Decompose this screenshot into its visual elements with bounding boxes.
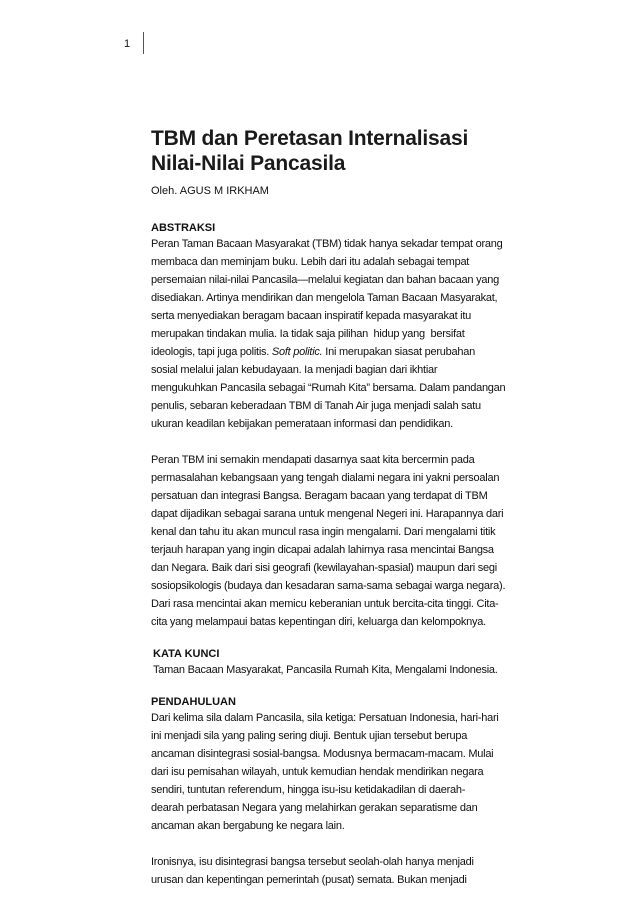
text-line: ini menjadi sila yang paling sering diuji. Bentuk ujian tersebut berupa xyxy=(151,730,468,742)
author-line: Oleh. AGUS M IRKHAM xyxy=(151,185,269,197)
text-line: Dari rasa mencintai akan memicu keberanian untuk bercita-cita tinggi. Cita- xyxy=(151,598,499,610)
text-line: terjauh harapan yang ingin dicapai adalah lahirnya rasa mencintai Bangsa xyxy=(151,544,494,556)
text-line: cita yang melampaui batas kepentingan diri, keluarga dan kelompoknya. xyxy=(151,616,486,628)
introduction-paragraph-2 xyxy=(151,853,551,889)
abstract-heading: ABSTRAKSI xyxy=(151,222,216,234)
text-line: Peran Taman Bacaan Masyarakat (TBM) tidak hanya sekadar tempat orang xyxy=(151,238,503,250)
title-line-2: Nilai-Nilai Pancasila xyxy=(151,152,346,175)
text-line: serta menyediakan beragam bacaan inspiratif kepada masyarakat itu xyxy=(151,310,472,322)
text-line: Peran TBM ini semakin mendapati dasarnya saat kita bercermin pada xyxy=(151,454,475,466)
abstract-section xyxy=(151,221,551,631)
text-line: Ironisnya, isu disintegrasi bangsa tersebut seolah-olah hanya menjadi xyxy=(151,856,474,868)
text-line: dari isu pemisahan wilayah, untuk kemudian hendak mendirikan negara xyxy=(151,766,484,778)
text-line: persemaian nilai-nilai Pancasila—melalui kegiatan dan bahan bacaan yang xyxy=(151,274,499,286)
text-line: permasalahan kebangsaan yang tengah dialami negara ini yakni persoalan xyxy=(151,472,500,484)
text-line: dearah perbatasan Negara yang melahirkan gerakan separatisme dan xyxy=(151,802,478,814)
document-title xyxy=(151,126,551,176)
text-line: Dari kelima sila dalam Pancasila, sila ketiga: Persatuan Indonesia, hari-hari xyxy=(151,712,499,724)
abstract-paragraph-2 xyxy=(151,451,551,631)
introduction-paragraph-1 xyxy=(151,709,551,835)
text-line: disediakan. Artinya mendirikan dan mengelola Taman Bacaan Masyarakat, xyxy=(151,292,498,304)
text-line xyxy=(151,343,551,361)
page-number: 1 xyxy=(124,38,131,50)
text-line: ancaman disintegrasi sosial-bangsa. Modusnya bermacam-macam. Mulai xyxy=(151,748,494,760)
text-line: sendiri, tuntutan referendum, hingga isu-isu ketidakadilan di daerah- xyxy=(151,784,466,796)
text-line: merupakan tindakan mulia. Ia tidak saja pilihan hidup yang bersifat xyxy=(151,328,465,340)
text-line: ancaman akan bergabung ke negara lain. xyxy=(151,820,345,832)
text-line: dapat dijadikan sebagai sarana untuk mengenal Negeri ini. Harapannya dari xyxy=(151,508,504,520)
page-number-divider xyxy=(143,32,144,54)
text-run: ideologis, tapi juga politis. xyxy=(151,346,272,358)
text-line: sosial melalui jalan kebudayaan. Ia menjadi bagian dari ikhtiar xyxy=(151,364,438,376)
abstract-paragraph-1 xyxy=(151,235,551,433)
text-line: ukuran keadilan kebijakan pemerataan informasi dan pendidikan. xyxy=(151,418,453,430)
keywords-text: Taman Bacaan Masyarakat, Pancasila Rumah Kita, Mengalami Indonesia. xyxy=(153,664,498,676)
text-line: dan Negara. Baik dari sisi geografi (kewilayahan-spasial) maupun dari segi xyxy=(151,562,497,574)
title-line-1: TBM dan Peretasan Internalisasi xyxy=(151,127,469,150)
keywords-section xyxy=(151,647,551,679)
introduction-heading: PENDAHULUAN xyxy=(151,696,236,708)
italic-phrase: Soft politic. xyxy=(271,346,323,358)
text-run: Ini merupakan siasat perubahan xyxy=(322,346,475,358)
document-body xyxy=(151,126,551,889)
text-line: sosiopsikologis (budaya dan kesadaran sama-sama sebagai warga negara). xyxy=(151,580,506,592)
introduction-section xyxy=(151,695,551,889)
text-line: kenal dan tahu itu akan muncul rasa ingin mengalami. Dari mengalami titik xyxy=(151,526,496,538)
text-line: persatuan dan integrasi Bangsa. Beragam bacaan yang terdapat di TBM xyxy=(151,490,488,502)
text-line: mengukuhkan Pancasila sebagai “Rumah Kita” bersama. Dalam pandangan xyxy=(151,382,506,394)
text-line: urusan dan kepentingan pemerintah (pusat) semata. Bukan menjadi xyxy=(151,874,467,886)
text-line: membaca dan meminjam buku. Lebih dari itu adalah sebagai tempat xyxy=(151,256,470,268)
keywords-heading: KATA KUNCI xyxy=(153,648,220,660)
text-line: penulis, sebaran keberadaan TBM di Tanah Air juga menjadi salah satu xyxy=(151,400,481,412)
